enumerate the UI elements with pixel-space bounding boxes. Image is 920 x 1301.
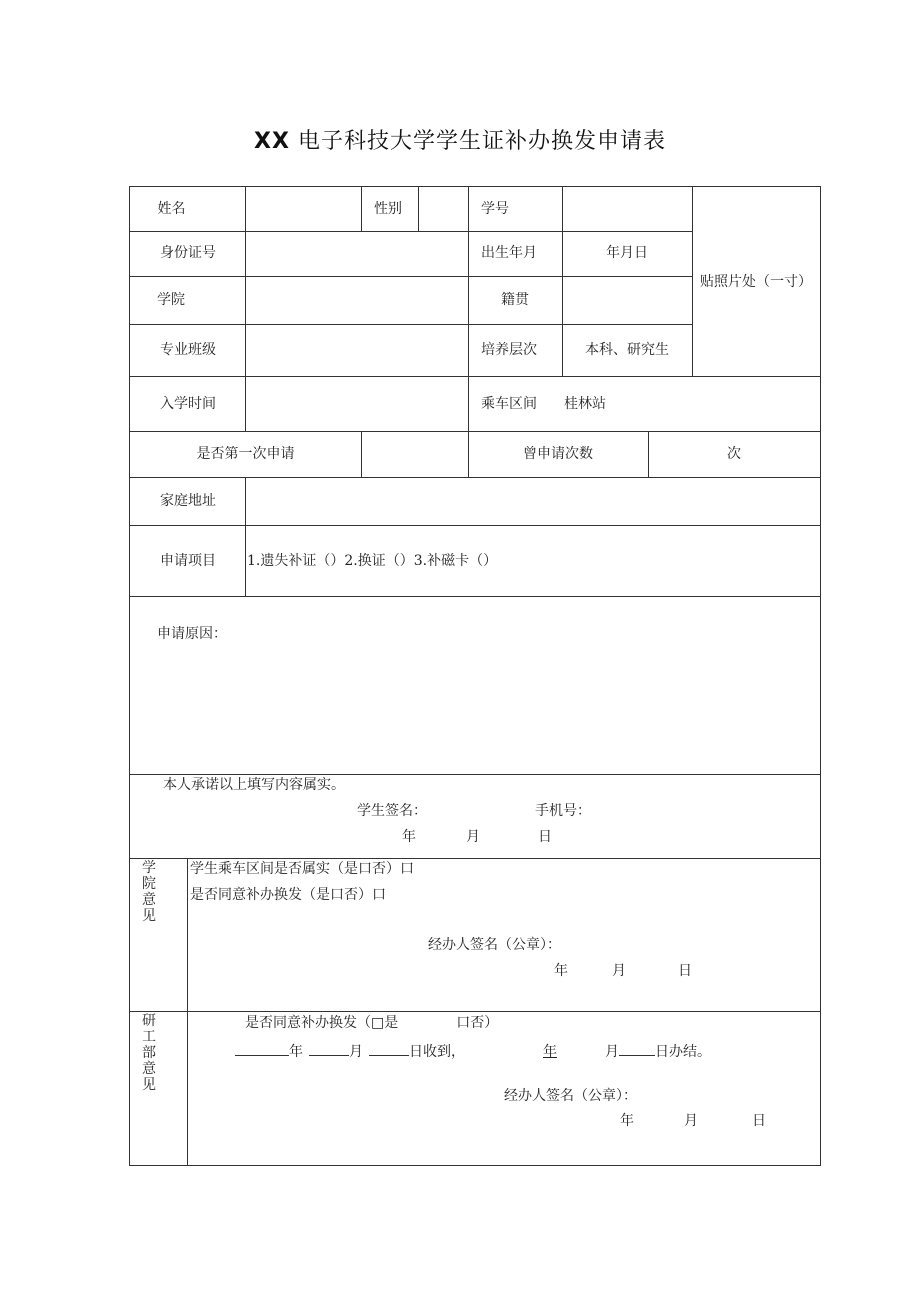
title-prefix: XX xyxy=(254,129,290,154)
dept-day: 日 xyxy=(752,1113,766,1129)
dept-month: 月 xyxy=(684,1113,698,1129)
apply-count-label: 曾申请次数 xyxy=(523,446,593,462)
dept-handler-sign: 经办人签名（公章）： xyxy=(504,1088,637,1104)
enroll-time-label: 入学时间 xyxy=(160,396,216,412)
college-agree: 是否同意补办换发（是口否）口 xyxy=(190,887,386,903)
major-class-label: 专业班级 xyxy=(160,342,216,358)
dept-agree-question: 是否同意补办换发（□是 口否） xyxy=(245,1015,499,1031)
apply-item-options: 1.遗失补证（）2.换证（）3.补磁卡（） xyxy=(247,553,498,569)
college-year: 年 xyxy=(554,963,568,979)
row-divider xyxy=(130,276,692,277)
college-label: 学院 xyxy=(157,292,185,308)
col-divider xyxy=(468,187,469,477)
row-divider xyxy=(130,477,820,478)
col-divider xyxy=(187,858,188,1165)
dept-received-done: 年 月 日收到， 年 月 日办结。 xyxy=(235,1041,711,1061)
promise-day: 日 xyxy=(538,829,552,845)
promise-year: 年 xyxy=(402,829,416,845)
home-address-label: 家庭地址 xyxy=(160,493,216,509)
row-divider xyxy=(130,525,820,526)
phone-label: 手机号： xyxy=(535,803,591,819)
row-divider xyxy=(130,774,820,775)
level-value: 本科、研究生 xyxy=(585,342,669,358)
form-title xyxy=(0,124,920,155)
train-section-value: 桂林站 xyxy=(564,396,606,412)
birth-value: 年月日 xyxy=(606,245,648,261)
college-day: 日 xyxy=(678,963,692,979)
birth-label: 出生年月 xyxy=(481,245,537,261)
col-divider xyxy=(418,187,419,231)
row-divider xyxy=(130,231,692,232)
row-divider xyxy=(130,596,820,597)
college-month: 月 xyxy=(612,963,626,979)
title-text: 电子科技大学学生证补办换发申请表 xyxy=(297,129,666,154)
first-apply-label: 是否第一次申请 xyxy=(196,446,295,462)
gender-label: 性别 xyxy=(374,201,402,217)
name-label: 姓名 xyxy=(157,201,186,217)
dept-opinion-label: 研 工 部 意 见 xyxy=(142,1013,156,1093)
college-opinion-label: 学 院 意 见 xyxy=(142,860,156,924)
native-place-label: 籍贯 xyxy=(501,292,529,308)
row-divider xyxy=(130,324,692,325)
promise-text: 本人承诺以上填写内容属实。 xyxy=(163,777,345,793)
dept-agree-yes: □是 xyxy=(371,1015,399,1031)
row-divider xyxy=(130,431,820,432)
col-divider xyxy=(361,187,362,231)
dept-agree-no: 口否） xyxy=(456,1015,499,1031)
id-number-label: 身份证号 xyxy=(160,245,216,261)
student-sign-label: 学生签名： xyxy=(357,803,427,819)
dept-year: 年 xyxy=(620,1113,634,1129)
row-divider xyxy=(130,858,820,859)
apply-count-unit: 次 xyxy=(727,446,741,462)
col-divider xyxy=(361,431,362,477)
student-id-label: 学号 xyxy=(481,201,509,217)
promise-month: 月 xyxy=(466,829,480,845)
row-divider xyxy=(130,376,820,377)
row-divider xyxy=(130,1011,820,1012)
level-label: 培养层次 xyxy=(481,342,537,358)
train-section-label: 乘车区间 xyxy=(481,396,537,412)
college-handler-sign: 经办人签名（公章）： xyxy=(428,937,561,953)
train-section-verify: 学生乘车区间是否属实（是口否）口 xyxy=(190,861,414,877)
apply-item-label: 申请项目 xyxy=(160,553,216,569)
reason-label: 申请原因： xyxy=(157,626,227,642)
application-form-table xyxy=(129,186,821,1166)
photo-placeholder: 贴照片处（一寸） xyxy=(700,274,812,290)
